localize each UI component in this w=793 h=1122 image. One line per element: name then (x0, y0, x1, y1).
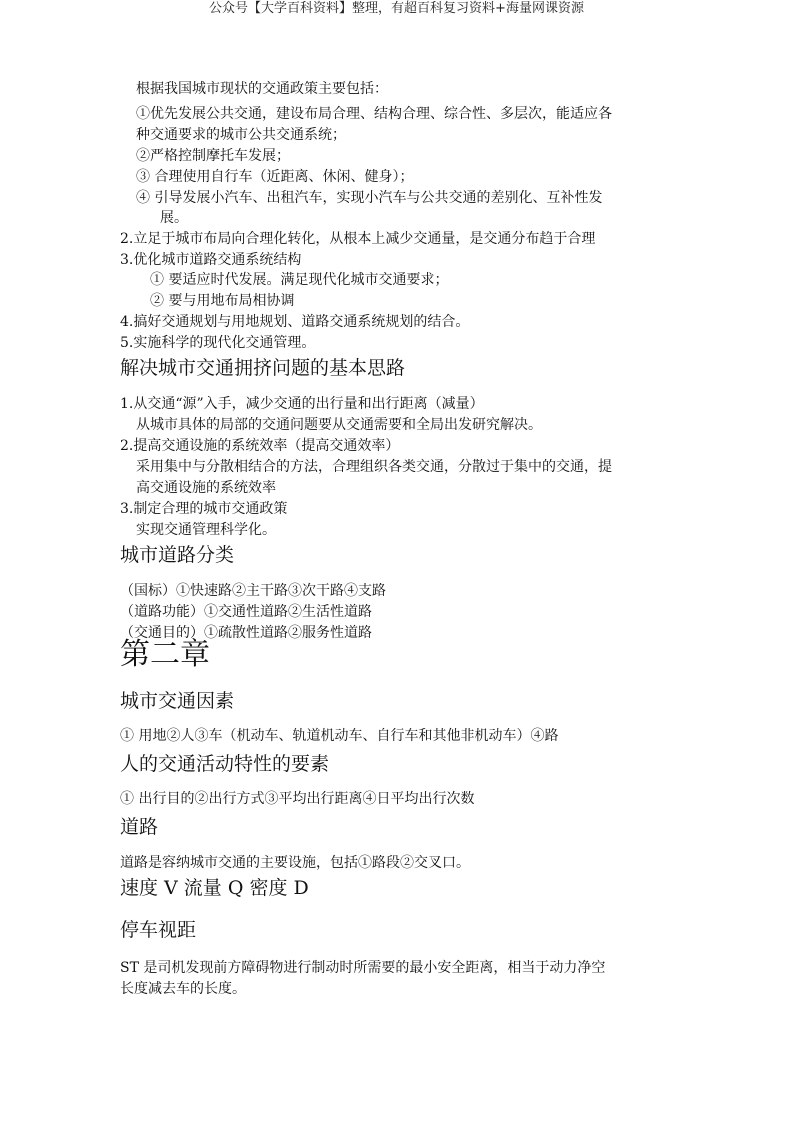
policy-item-2: ②严格控制摩托车发展； (136, 148, 290, 164)
policy-item-4-cont: 展。 (160, 210, 188, 226)
stopping-sight-distance-body-cont: 长度减去车的长度。 (120, 981, 246, 997)
congestion-point-3-sub: 实现交通管理科学化。 (136, 522, 276, 538)
point-5: 5.实施科学的现代化交通管理。 (120, 335, 316, 351)
point-3: 3.优化城市道路交通系统结构 (120, 252, 302, 268)
congestion-point-2: 2.提高交通设施的系统效率（提高交通效率） (120, 438, 400, 454)
point-3-sub-1: ① 要适应时代发展。满足现代化城市交通要求； (150, 272, 449, 288)
congestion-point-1-sub: 从城市具体的局部的交通问题要从交通需要和全局出发研究解决。 (136, 417, 542, 433)
chapter-title: 第二章 (120, 637, 210, 672)
section-title-human-traffic: 人的交通活动特性的要素 (120, 753, 330, 775)
congestion-point-1: 1.从交通“源”入手，减少交通的出行量和出行距离（减量） (120, 396, 484, 412)
page-header: 公众号【大学百科资料】整理，有超百科复习资料+海量网课资源 (209, 1, 584, 16)
congestion-point-2-sub-cont: 高交通设施的系统效率 (136, 480, 276, 496)
policy-item-3: ③ 合理使用自行车（近距离、休闲、健身）； (136, 169, 414, 185)
section-title-road: 道路 (120, 816, 159, 838)
policy-item-1: ①优先发展公共交通，建设布局合理、结构合理、综合性、多层次，能适应各 (136, 106, 612, 122)
point-2: 2.立足于城市布局向合理化转化，从根本上减少交通量，是交通分布趋于合理 (120, 231, 596, 247)
section-title-speed-flow-density: 速度 V 流量 Q 密度 D (120, 877, 309, 899)
road-body: 道路是容纳城市交通的主要设施，包括①路段②交叉口。 (120, 855, 470, 871)
section-title-road-classification: 城市道路分类 (120, 544, 235, 566)
point-4: 4.搞好交通规划与用地规划、道路交通系统规划的结合。 (120, 314, 470, 330)
road-class-national: （国标）①快速路②主干路③次干路④支路 (120, 583, 386, 599)
traffic-factors-body: ① 用地②人③车（机动车、轨道机动车、自行车和其他非机动车）④路 (120, 728, 559, 744)
human-traffic-body: ① 出行目的②出行方式③平均出行距离④日平均出行次数 (120, 791, 475, 807)
road-class-purpose: （交通目的）①疏散性道路②服务性道路 (120, 625, 372, 641)
policy-item-4: ④ 引导发展小汽车、出租汽车，实现小汽车与公共交通的差别化、互补性发 (136, 190, 603, 206)
stopping-sight-distance-body: ST 是司机发现前方障碍物进行制动时所需要的最小安全距离，相当于动力净空 (120, 960, 606, 976)
point-3-sub-2: ② 要与用地布局相协调 (150, 293, 295, 309)
section-title-traffic-factors: 城市交通因素 (120, 690, 235, 712)
section-title-stopping-sight-distance: 停车视距 (120, 919, 197, 941)
congestion-point-3: 3.制定合理的城市交通政策 (120, 501, 288, 517)
policy-intro: 根据我国城市现状的交通政策主要包括： (136, 81, 388, 97)
policy-item-1-cont: 种交通要求的城市公共交通系统； (136, 127, 346, 143)
section-title-congestion: 解决城市交通拥挤问题的基本思路 (120, 357, 406, 379)
road-class-function: （道路功能）①交通性道路②生活性道路 (120, 604, 372, 620)
congestion-point-2-sub: 采用集中与分散相结合的方法，合理组织各类交通，分散过于集中的交通，提 (136, 459, 612, 475)
